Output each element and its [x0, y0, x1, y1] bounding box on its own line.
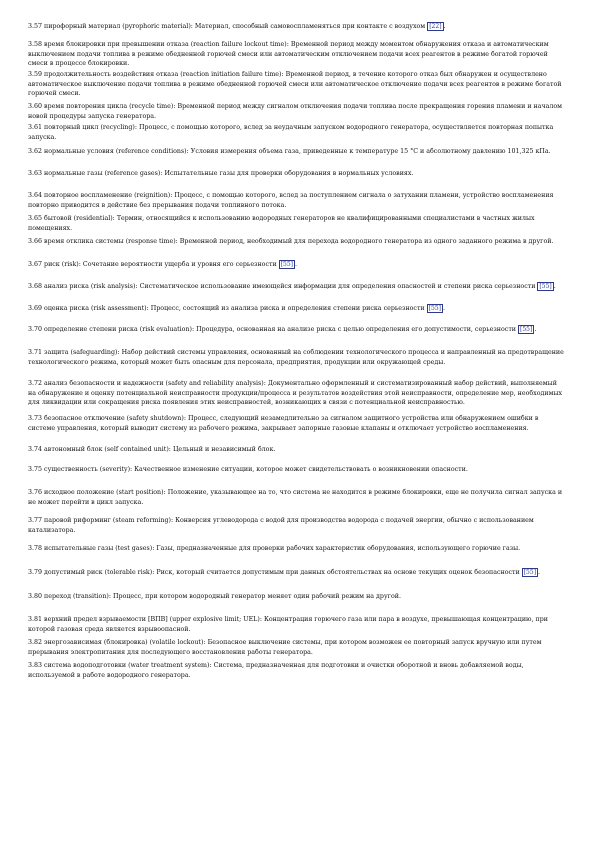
entry-term: безопасное отключение (safety shutdown): [44, 415, 186, 422]
definition-entry [28, 568, 566, 578]
entry-term: энергозависимая (блокировка) (volatile lockout): [44, 639, 206, 646]
entry-definition: Безопасное выключение системы, при котором возможен ее повторный запуск вручную или путем прерывания электропитания для последующего восстановления работы генератора. [28, 639, 542, 656]
entry-term: автономный блок (self contained unit): [44, 446, 171, 453]
entry-term: анализ безопасности и надежности (safety and reliability analysis): [44, 380, 266, 387]
entry-definition: Временной период между моментом обнаружения отказа и автоматическим выключением подачи топлива в режиме обедненной горючей смеси или автоматическим отключением подачи всех реагентов в режиме богатой горючей смеси в процессе блокировки. [28, 41, 549, 68]
entry-definition: Систематическое использование имеющейся информации для определения опасностей и степени риска серьезности [139, 283, 536, 290]
definition-entry [28, 191, 566, 210]
definition-entry [28, 22, 566, 32]
entry-number: 3.69 [28, 305, 43, 312]
entry-number: 3.70 [28, 326, 43, 333]
entry-number: 3.76 [28, 489, 43, 496]
entry-term: существенность (severity): [44, 466, 133, 473]
bibliography-reference-link[interactable]: [55] [539, 283, 552, 290]
entry-number: 3.72 [28, 380, 43, 387]
entry-number: 3.77 [28, 517, 43, 524]
definition-entry [28, 348, 566, 367]
entry-definition: Термин, относящийся к использованию водородных генераторов не квалифицированными специалистами в частных жилых помещениях. [28, 215, 535, 232]
entry-definition: Временной период между сигналом отключения подачи топлива после прекращения горения пламени и началом новой процедуры запуска генератора. [28, 103, 563, 120]
entry-term: определение степени риска (risk evaluation): [44, 326, 195, 333]
entry-definition: Испытательные газы для проверки оборудования в нормальных условиях. [164, 170, 414, 177]
bibliography-reference-link[interactable]: [55] [523, 569, 537, 576]
entry-tail: . [443, 23, 446, 30]
definition-entry [28, 592, 566, 602]
entry-number: 3.58 [28, 41, 43, 48]
definition-entry [28, 102, 566, 121]
entry-term: повторное воспламенение (reignition): [44, 192, 173, 199]
entry-term: оценка риска (risk assessment): [44, 305, 149, 312]
entry-number: 3.61 [28, 124, 43, 131]
entry-definition: Система, предназначенная для подготовки и очистки оборотной и вновь добавляемой воды, используемой в работе водородного генератора. [28, 662, 524, 679]
entry-definition: Риск, который считается допустимым при данных обстоятельствах на основе текущих оценок безопасности [156, 569, 520, 576]
entry-number: 3.75 [28, 466, 43, 473]
definition-entry [28, 214, 566, 233]
entry-number: 3.83 [28, 662, 43, 669]
entry-number: 3.71 [28, 349, 43, 356]
entry-term: продолжительность воздействия отказа (reaction initiation failure time): [44, 71, 284, 78]
bibliography-reference-link[interactable]: [55] [428, 305, 441, 312]
entry-definition: Сочетание вероятности ущерба и уровня его серьезности [82, 261, 277, 268]
entry-definition: Процесс, состоящий из анализа риска и определения степени риска серьезности [150, 305, 425, 312]
entry-definition: Положение, указывающее на то, что система не находится в режиме блокировки, еще не получила сигнал запуска и не может перейти в цикл запуска. [28, 489, 563, 506]
entry-term: переход (transition): [44, 593, 111, 600]
entry-definition: Материал, способный самовоспламеняться при контакте с воздухом [194, 23, 426, 30]
definition-entry [28, 304, 566, 314]
definition-entry [28, 414, 566, 433]
definition-entry [28, 123, 566, 142]
entry-number: 3.60 [28, 103, 43, 110]
entry-term: пирофорный материал (pyrophoric material): [44, 23, 193, 30]
entry-definition: Условия измерения объема газа, приведенные к температуре 15 °С и абсолютному давлению 101,325 кПа. [190, 148, 551, 155]
entry-definition: Временной период, в течение которого отказ был обнаружен и осуществлено автоматическое выключение подачи топлива в режиме обедненной горючей смеси или автоматическое отключение подачи всех реагентов в режиме богатой горючей смеси. [28, 71, 562, 98]
definition-entry [28, 615, 566, 634]
entry-number: 3.81 [28, 616, 43, 623]
entry-number: 3.59 [28, 71, 43, 78]
definition-entry [28, 638, 566, 657]
bibliography-reference-link[interactable]: [55] [520, 326, 533, 333]
entry-definition: Газы, предназначенные для проверки рабочих характеристик оборудования, использующего горючие газы. [156, 545, 521, 552]
entry-definition: Процесс, с помощью которого, вслед за поступлением сигнала о затухании пламени, устройство воспламенения повторно приводится в действие без прерывания подачи топливного потока. [28, 192, 554, 209]
bibliography-reference-link[interactable]: [22] [429, 23, 442, 30]
entry-tail: . [534, 326, 537, 333]
entry-number: 3.82 [28, 639, 43, 646]
definition-entry [28, 70, 566, 99]
entry-definition: Временной период, необходимый для перехода водородного генератора из одного заданного режима в другой. [179, 238, 554, 245]
entry-definition: Процесс, следующий незамедлительно за сигналом защитного устройства или обнаружением ошибки в системе управления, который выводит систему из рабочего режима, закрывает запорные газовые клапаны и отключает устройство воспламенения. [28, 415, 539, 432]
entry-number: 3.63 [28, 170, 43, 177]
entry-definition: Процесс, с помощью которого, вслед за неудачным запуском водородного генератора, осуществляется повторная попытка запуска. [28, 124, 554, 141]
entry-term: паровой риформинг (steam reforming): [44, 517, 174, 524]
entry-term: время отклика системы (response time): [44, 238, 178, 245]
entry-term: время повторения цикла (recycle time): [44, 103, 176, 110]
entry-definition: Процесс, при котором водородный генератор меняет один рабочий режим на другой. [113, 593, 401, 600]
entry-number: 3.74 [28, 446, 43, 453]
entry-term: нормальные газы (reference gases): [44, 170, 163, 177]
definition-entry [28, 325, 566, 335]
definition-entry [28, 488, 566, 507]
definition-entry [28, 661, 566, 680]
entry-term: система водоподготовки (water treatment system): [44, 662, 212, 669]
definition-entry [28, 379, 566, 408]
definition-entry [28, 544, 566, 554]
bibliography-reference-link[interactable]: [55] [280, 261, 294, 268]
entry-number: 3.79 [28, 569, 43, 576]
definition-entry [28, 465, 566, 475]
entry-term: нормальные условия (reference conditions): [44, 148, 189, 155]
definition-entry [28, 516, 566, 535]
entry-number: 3.68 [28, 283, 43, 290]
definition-entry [28, 260, 566, 270]
entry-definition: Концентрация горючего газа или пара в воздухе, превышающая концентрацию, при которой газовая среда является взрывоопасной. [28, 616, 548, 633]
entry-term: испытательные газы (test gases): [44, 545, 155, 552]
entry-tail: . [442, 305, 445, 312]
definition-entry [28, 282, 566, 292]
entry-term: допустимый риск (tolerable risk): [44, 569, 155, 576]
entry-term: бытовой (residential): [44, 215, 115, 222]
entry-number: 3.80 [28, 593, 43, 600]
entry-term: повторный цикл (recycling): [44, 124, 137, 131]
entry-definition: Набор действий системы управления, основанный на соблюдении технологического процесса и направленный на предотвращение технологического режима, который может быть опасным для персонала, предприятия, продукции или окружающей среды. [28, 349, 564, 366]
entry-definition: Качественное изменение ситуации, которое может свидетельствовать о возникновении опасности. [134, 466, 468, 473]
entry-tail: . [538, 569, 541, 576]
entry-number: 3.62 [28, 148, 43, 155]
entry-term: верхний предел взрываемости [ВПВ] (upper explosive limit; UEL): [44, 616, 262, 623]
definition-entry [28, 169, 566, 179]
entry-number: 3.73 [28, 415, 43, 422]
entry-number: 3.66 [28, 238, 43, 245]
entry-tail: . [553, 283, 556, 290]
entry-number: 3.65 [28, 215, 43, 222]
entry-term: анализ риска (risk analysis): [44, 283, 138, 290]
entry-definition: Документально оформленный и систематизированный набор действий, выполняемый на обнаружение и оценку потенциальной неисправности продукции/процесса и результатов воздействия этой неисправности, определение мер, необходимых для ликвидации или сокращения риска появления этих неисправностей, возникающих в связи с потенциальной неисправностью. [28, 380, 563, 407]
entry-term: защита (safeguarding): [44, 349, 120, 356]
definition-entry [28, 40, 566, 69]
entry-definition: Цельный и независимый блок. [172, 446, 276, 453]
entry-definition: Конверсия углеводорода с водой для производства водорода с подачей энергии, обычно с использованием катализатора. [28, 517, 534, 534]
entry-definition: Процедура, основанная на анализе риска с целью определения его допустимости, серьезности [196, 326, 516, 333]
entry-number: 3.67 [28, 261, 43, 268]
entry-tail: . [295, 261, 298, 268]
entry-term: риск (risk): [44, 261, 81, 268]
definition-entry [28, 445, 566, 455]
definition-entry [28, 147, 566, 157]
definition-entry [28, 237, 566, 247]
entry-number: 3.57 [28, 23, 43, 30]
entry-number: 3.64 [28, 192, 43, 199]
entry-term: время блокировки при превышении отказа (reaction failure lockout time): [44, 41, 289, 48]
entry-term: исходное положение (start position): [44, 489, 166, 496]
entry-number: 3.78 [28, 545, 43, 552]
